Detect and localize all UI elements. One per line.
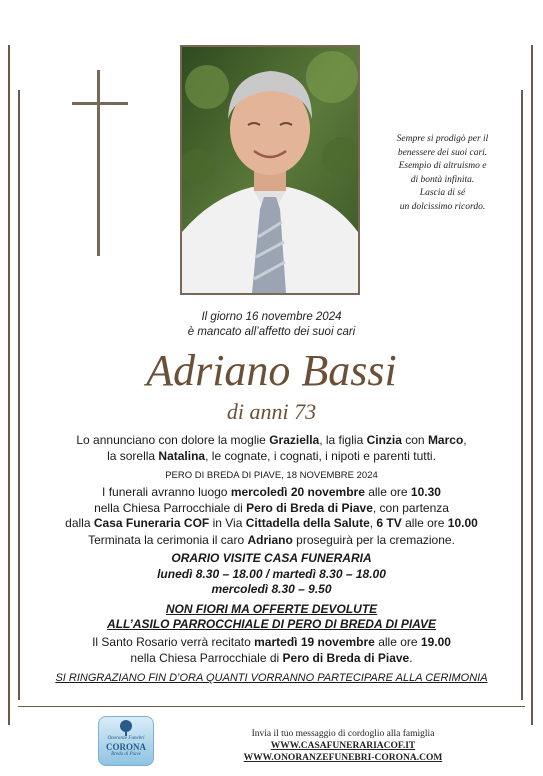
place-date-line: PERO DI BREDA DI PIAVE, 18 NOVEMBRE 2024 <box>165 470 378 481</box>
portrait-image <box>182 47 358 293</box>
link-onoranze-corona[interactable]: WWW.ONORANZEFUNEBRI-CORONA.COM <box>243 753 443 763</box>
tree-icon <box>117 720 135 736</box>
condolence-message: Invia il tuo messaggio di cordoglio alla famiglia <box>251 729 435 739</box>
donation-note: NON FIORI MA OFFERTE DEVOLUTE ALL’ASILO PARROCCHIALE DI PERO DI BREDA DI PIAVE <box>107 602 436 631</box>
frame-right-outer <box>531 45 533 725</box>
visiting-hours-title: ORARIO VISITE CASA FUNERARIA <box>171 551 372 565</box>
deceased-age: di anni 73 <box>226 399 317 424</box>
deceased-photo <box>180 45 360 295</box>
deceased-name: Adriano Bassi <box>146 346 397 395</box>
condolence-contact <box>220 728 466 764</box>
cremation-note: Terminata la cerimonia il caro Adriano proseguirà per la cremazione. <box>88 533 455 547</box>
rosary-details: Il Santo Rosario verrà recitato martedì 19 novembre alle ore 19.00 nella Chiesa Parrocchiale di Pero di Breda di Piave. <box>92 635 451 665</box>
footer-divider <box>18 706 525 707</box>
link-casafuneraria[interactable]: WWW.CASAFUNERARIACOF.IT <box>270 741 416 751</box>
family-announcement: Lo annunciano con dolore la moglie Graziella, la figlia Cinzia con Marco, la sorella Natalina, le cognate, i cognati, i nipoti e parenti tutti. <box>76 433 467 463</box>
corona-logo: Onoranze Funebri CORONA Breda di Piave <box>98 716 154 766</box>
visiting-hours: ORARIO VISITE CASA FUNERARIA lunedì 8.30 – 18.00 / martedì 8.30 – 18.00 mercoledì 8.30 – 9.50 <box>20 551 523 598</box>
memorial-quote: Sempre si prodigò per il benessere dei suoi cari. Esempio di altruismo e di bontà infinita. Lascia di sé un dolcissimo ricordo. <box>396 134 489 212</box>
thanks-note: SI RINGRAZIANO FIN D’ORA QUANTI VORRANNO PARTECIPARE ALLA CERIMONIA <box>55 672 488 684</box>
death-notice-intro: Il giorno 16 novembre 2024 è mancato all’affetto dei suoi cari <box>187 311 356 338</box>
funeral-details: I funerali avranno luogo mercoledì 20 novembre alle ore 10.30 nella Chiesa Parrocchiale di Pero di Breda di Piave, con partenza dalla Casa Funeraria COF in Via Cittadella della Salute, 6 TV alle ore 10.00 <box>65 485 478 530</box>
frame-left-outer <box>8 45 10 725</box>
